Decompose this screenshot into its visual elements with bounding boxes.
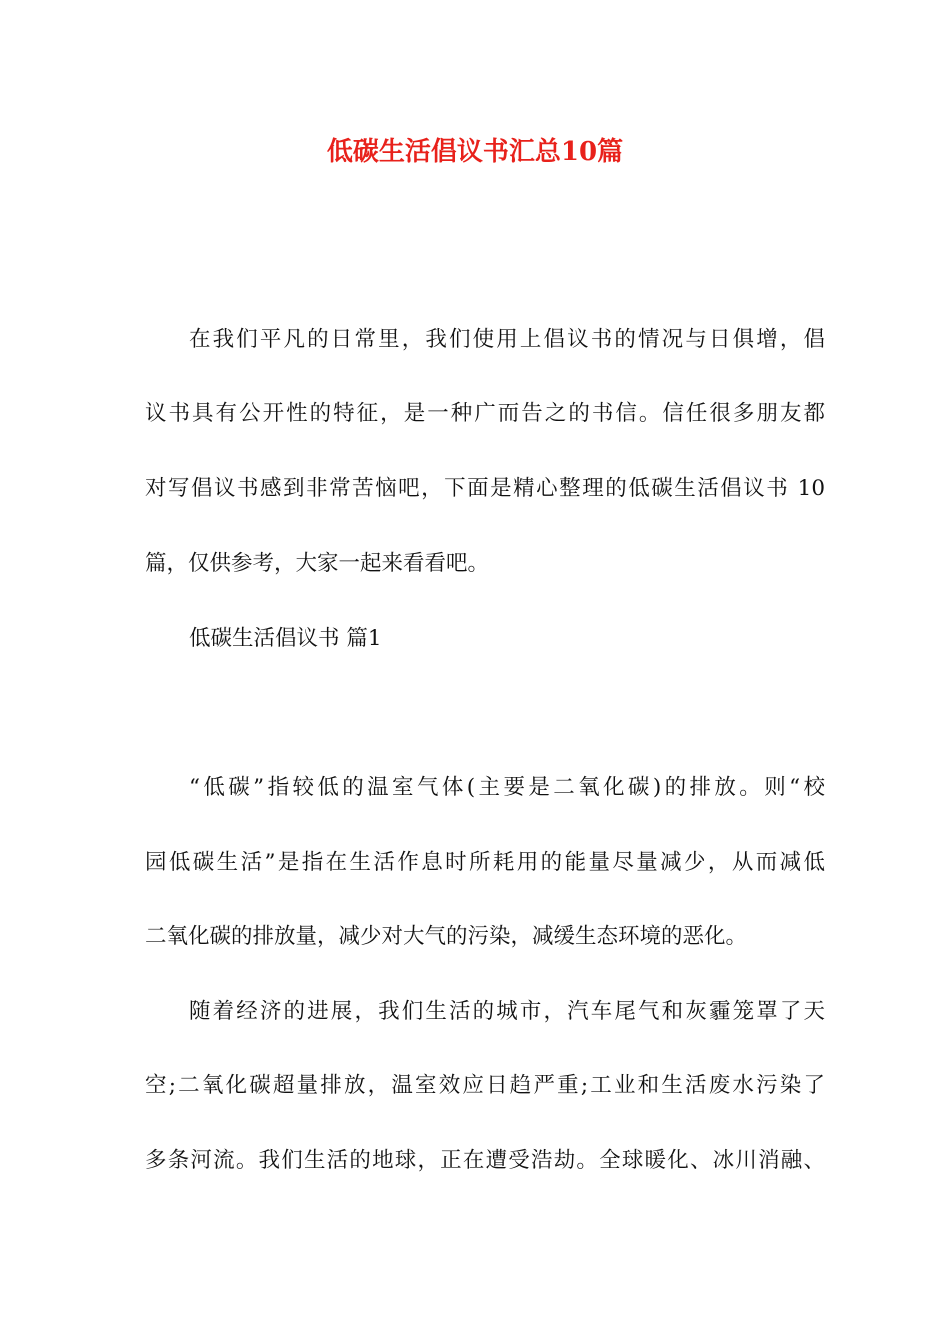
intro-line-1: 在我们平凡的日常里，我们使用上倡议书的情况与日俱增，倡 <box>189 327 825 352</box>
intro-line-2: 议书具有公开性的特征，是一种广而告之的书信。信任很多朋友都 <box>145 401 825 426</box>
section-p1-line-2: 园低碳生活”是指在生活作息时所耗用的能量尽量减少，从而减低 <box>145 850 825 875</box>
section-p2-line-2: 空;二氧化碳超量排放，温室效应日趋严重;工业和生活废水污染了 <box>145 1073 825 1098</box>
intro-line-4: 篇，仅供参考，大家一起来看看吧。 <box>145 551 490 576</box>
section-p2-line-1: 随着经济的进展，我们生活的城市，汽车尾气和灰霾笼罩了天 <box>189 999 825 1024</box>
section-p2-line-3: 多条河流。我们生活的地球，正在遭受浩劫。全球暖化、冰川消融、 <box>145 1148 825 1173</box>
document-title: 低碳生活倡议书汇总10篇 <box>326 137 624 167</box>
section-p1-line-3: 二氧化碳的排放量，减少对大气的污染，减缓生态环境的恶化。 <box>145 924 748 949</box>
intro-line-3: 对写倡议书感到非常苦恼吧，下面是精心整理的低碳生活倡议书 10 <box>145 476 825 501</box>
section-p1-line-1: “低碳”指较低的温室气体(主要是二氧化碳)的排放。则“校 <box>189 775 825 800</box>
section-heading: 低碳生活倡议书 篇1 <box>189 626 382 651</box>
